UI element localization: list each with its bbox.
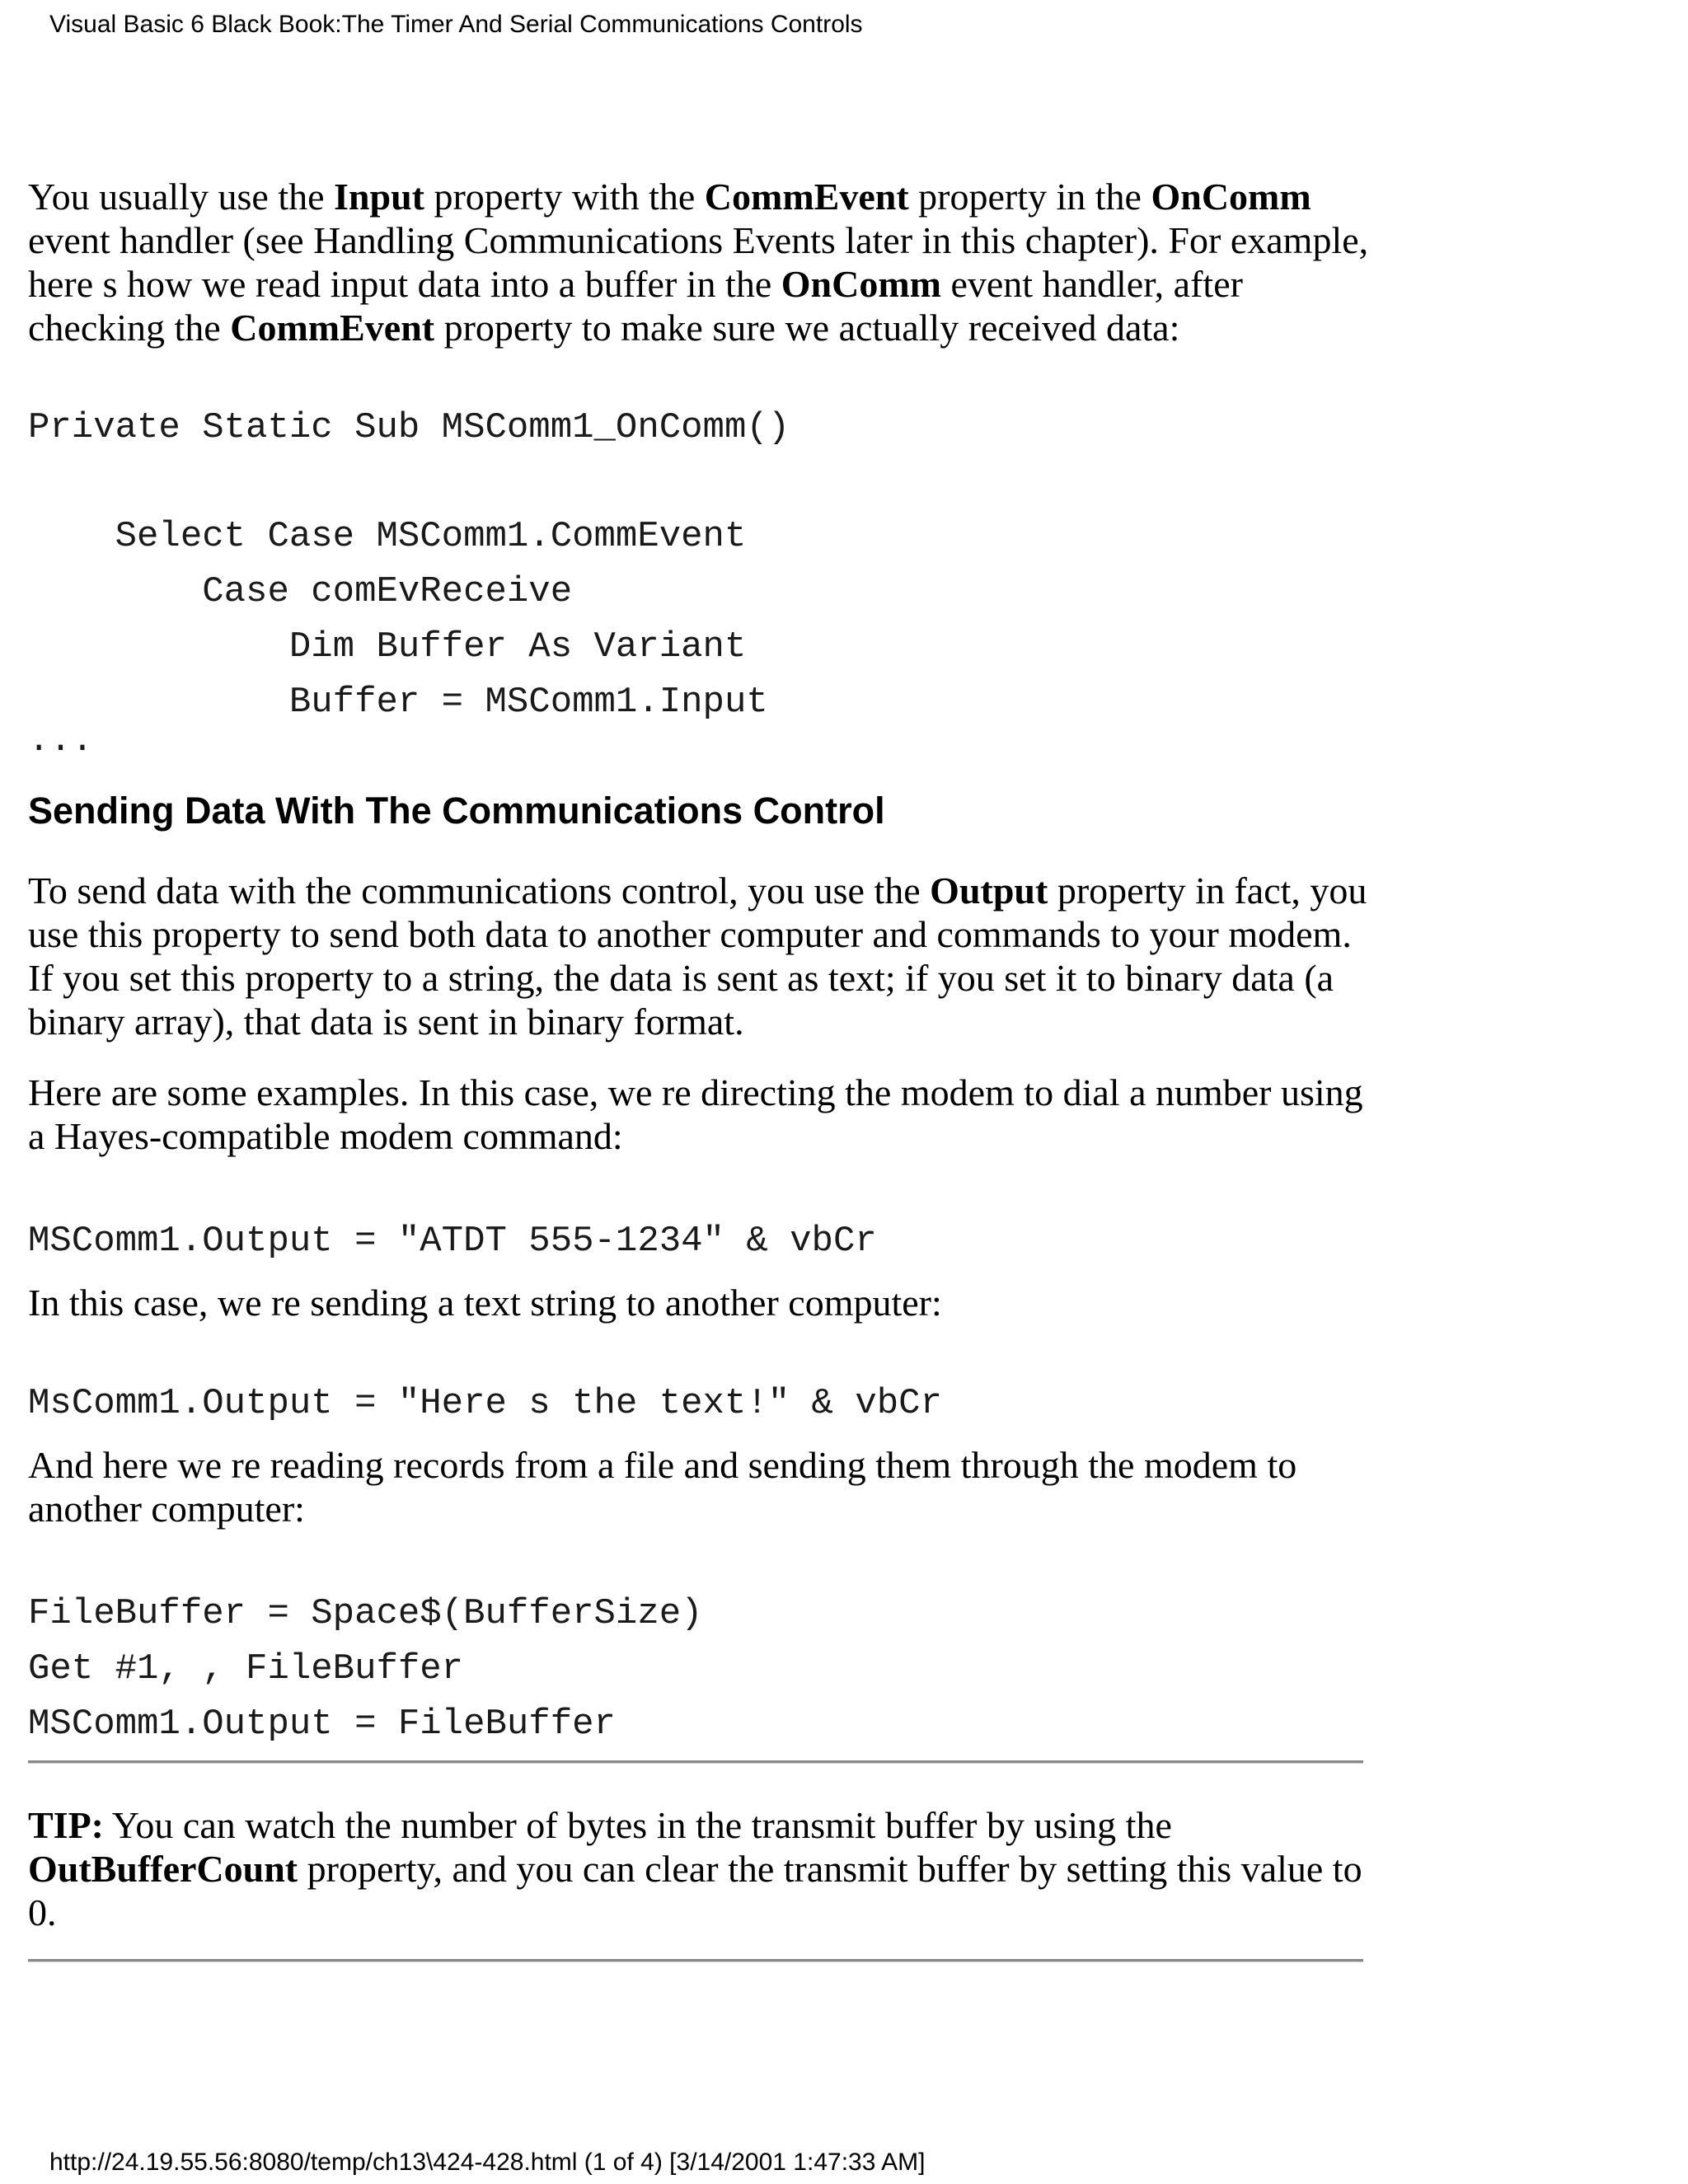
page-footer-url: http://24.19.55.56:8080/temp/ch13\424-428.html (1 of 4) [3/14/2001 1:47:33 AM] [49, 2149, 926, 2176]
commevent-property-term: CommEvent [230, 307, 435, 349]
tip-top-divider [28, 1760, 1363, 1764]
code-line: Buffer = MSComm1.Input [28, 682, 768, 723]
code-block-oncomm [28, 401, 1380, 730]
code-block-file [28, 1586, 1380, 1752]
oncomm-handler-term: OnComm [781, 263, 941, 305]
code-block-send-text: MsComm1.Output = "Here s the text!" & vbCr [28, 1383, 942, 1424]
output-property-term: Output [930, 869, 1048, 912]
code-line: Private Static Sub MSComm1_OnComm() [28, 407, 790, 448]
file-records-paragraph: And here we re reading records from a file and sending them through the modem to another computer: [28, 1444, 1297, 1530]
commevent-property-term: CommEvent [704, 176, 909, 218]
text-string-paragraph: In this case, we re sending a text string to another computer: [28, 1282, 942, 1324]
input-property-term: Input [334, 176, 424, 218]
code-line: Get #1, , FileBuffer [28, 1648, 464, 1690]
tip-bottom-divider [28, 1959, 1363, 1962]
output-paragraph: To send data with the communications control, you use the Output property in fact, you use this property to send both data to another computer and commands to your modem. If you set this property to a string, the data is sent as text; if you set it to binary data (a binary array), that data is sent in binary format. [28, 869, 1367, 1043]
running-header: Visual Basic 6 Black Book:The Timer And Serial Communications Controls [49, 11, 863, 38]
tip-box: TIP: You can watch the number of bytes in the transmit buffer by using the OutBufferCount property, and you can clear the transmit buffer by setting this value to 0. [28, 1804, 1362, 1933]
section-heading: Sending Data With The Communications Control [28, 790, 885, 832]
code-line: FileBuffer = Space$(BufferSize) [28, 1593, 703, 1634]
code-block-dial: MSComm1.Output = "ATDT 555-1234" & vbCr [28, 1221, 877, 1262]
examples-paragraph: Here are some examples. In this case, we re directing the modem to dial a number using a Hayes-compatible modem command: [28, 1071, 1363, 1157]
page-content [28, 175, 1380, 1962]
code-line: Dim Buffer As Variant [28, 626, 747, 668]
intro-paragraph: You usually use the Input property with the CommEvent property in the OnComm event handler (see Handling Communications Events later in this chapter). For example, here s how we read input data into a buffer in the OnComm event handler, after checking the CommEvent property to make sure we actually received data: [28, 176, 1369, 349]
code-line: MSComm1.Output = FileBuffer [28, 1704, 616, 1745]
tip-label: TIP: [28, 1804, 104, 1846]
code-line: Case comEvReceive [28, 571, 573, 612]
code-ellipsis: ... [28, 720, 94, 762]
code-line: Select Case MSComm1.CommEvent [28, 516, 747, 557]
outbuffercount-property-term: OutBufferCount [28, 1848, 298, 1890]
oncomm-handler-term: OnComm [1151, 176, 1311, 218]
